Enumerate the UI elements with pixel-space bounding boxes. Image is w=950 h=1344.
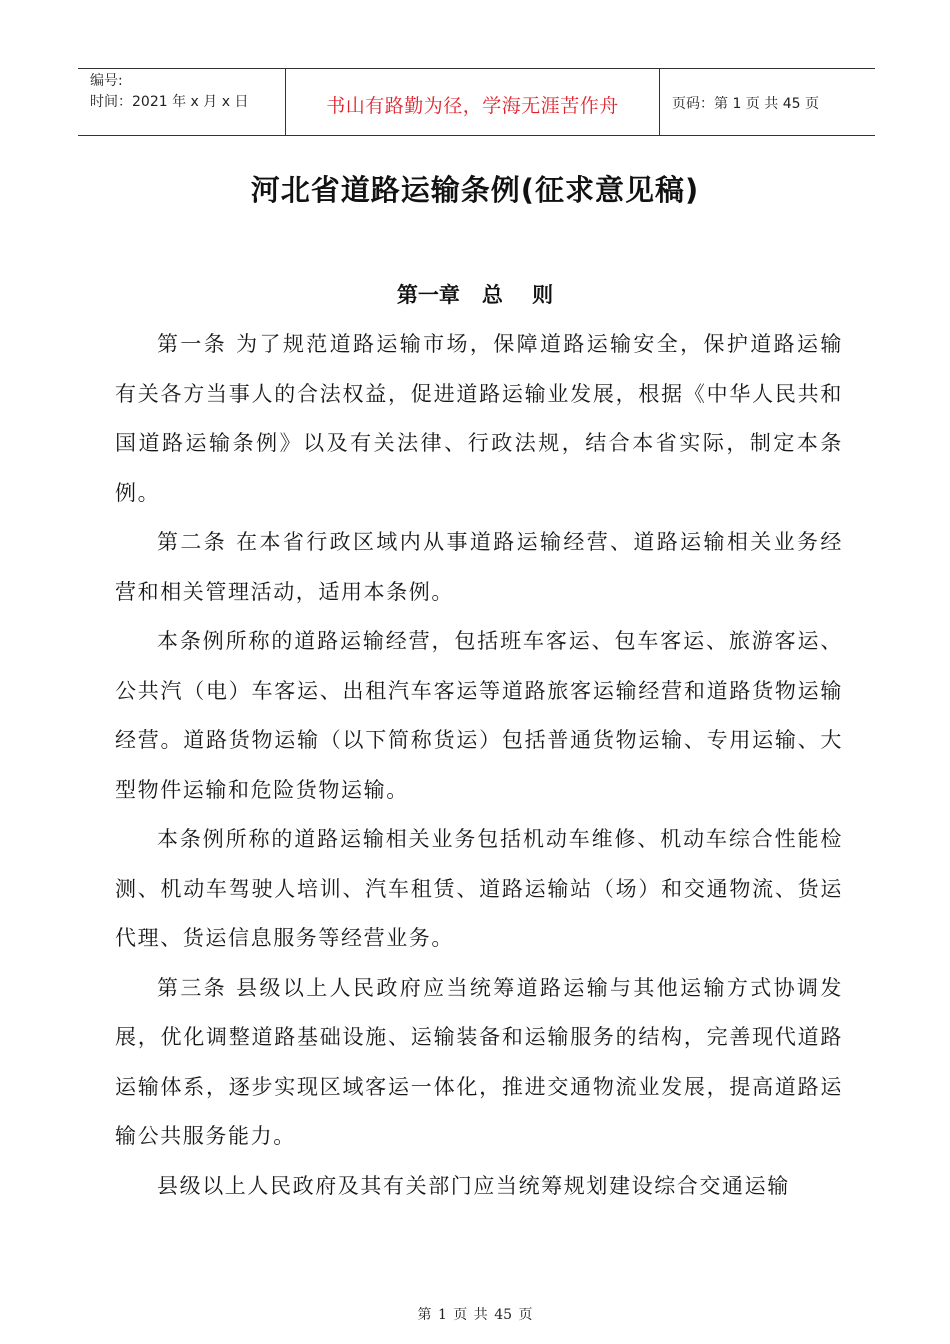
chapter-heading: 第一章 总 则	[396, 283, 554, 307]
header-number: 编号:	[90, 73, 123, 89]
header-page-number: 页码：第 1 页 共 45 页	[672, 96, 819, 112]
document-header	[78, 68, 875, 136]
header-time: 时间：2021 年 x 月 x 日	[90, 94, 249, 110]
document-title: 河北省道路运输条例(征求意见稿)	[250, 173, 700, 207]
paragraph: 县级以上人民政府及其有关部门应当统筹规划建设综合交通运输	[157, 1173, 790, 1198]
header-motto: 书山有路勤为径，学海无涯苦作舟	[286, 69, 660, 135]
paragraph: 第三条 县级以上人民政府应当统筹道路运输与其他运输方式协调发展，优化调整道路基础设施、运输装备和运输服务的结构，完善现代道路运输体系，逐步实现区域客运一体化，推进交通物流业发展，提高道路运输公共服务能力。	[115, 975, 843, 1148]
page-footer: 第 1 页 共 45 页	[417, 1307, 533, 1323]
paragraph: 本条例所称的道路运输经营，包括班车客运、包车客运、旅游客运、公共汽（电）车客运、出租汽车客运等道路旅客运输经营和道路货物运输经营。道路货物运输（以下简称货运）包括普通货物运输、专用运输、大型物件运输和危险货物运输。	[115, 629, 843, 802]
document-body	[115, 320, 843, 1211]
paragraph: 本条例所称的道路运输相关业务包括机动车维修、机动车综合性能检测、机动车驾驶人培训、汽车租赁、道路运输站（场）和交通物流、货运代理、货运信息服务等经营业务。	[115, 827, 843, 950]
paragraph: 第二条 在本省行政区域内从事道路运输经营、道路运输相关业务经营和相关管理活动，适用本条例。	[115, 530, 843, 604]
paragraph: 第一条 为了规范道路运输市场，保障道路运输安全，保护道路运输有关各方当事人的合法权益，促进道路运输业发展，根据《中华人民共和国道路运输条例》以及有关法律、行政法规，结合本省实际，制定本条例。	[115, 332, 843, 505]
header-meta	[78, 69, 286, 135]
